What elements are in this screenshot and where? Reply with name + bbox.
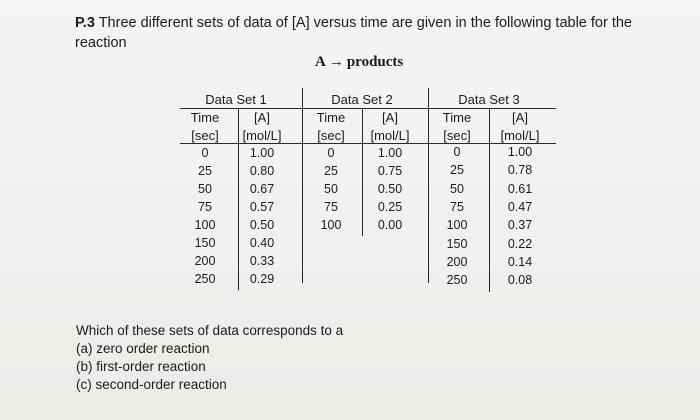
set-1-time-cell: 0 [201,146,209,160]
set-1-time-cell: 150 [194,236,216,250]
set-1-time-cell: 250 [194,272,216,286]
set-1-conc-unit: [mol/L] [242,128,282,143]
problem-text-line2: reaction [75,35,127,51]
set-2-conc-cell: 1.00 [377,146,403,160]
set-2-conc-cell: 0.75 [377,164,403,178]
set-3-time-cell: 25 [450,163,464,178]
set-3-time-header: Time [442,110,472,125]
set-2-header-rule [302,143,428,144]
set-3-time-cell: 250 [446,273,468,288]
set-1-header-rule [180,143,302,144]
set-2-title-rule [302,108,428,109]
set-2-time-cell: 100 [320,218,342,232]
set-2-conc-unit: [mol/L] [370,128,410,143]
set-3-conc-cell: 0.61 [507,181,533,196]
problem-number: P.3 [75,15,95,31]
set-3-conc-cell: 1.00 [507,145,533,159]
problem-statement [75,13,675,53]
set-1-title: Data Set 1 [205,92,267,107]
set-1-right-border [302,88,303,283]
set-3-time-cell: 75 [450,199,464,214]
reaction-arrow: → [328,54,344,70]
set-3-conc-header: [A] [512,110,528,125]
set-3-time-cell: 0 [453,145,461,159]
set-2-conc-cell: 0.00 [377,218,403,232]
set-3-column-divider [489,109,490,292]
set-1-time-cell: 25 [198,164,212,178]
set-2-time-header: Time [316,110,346,125]
set-3-conc-cell: 0.22 [507,236,533,251]
set-2-time-unit: [sec] [317,128,345,143]
product: products [346,54,404,70]
set-1-conc-cell: 0.40 [249,236,275,250]
set-2-time-cell: 50 [324,182,338,196]
set-3-conc-unit: [mol/L] [500,128,540,143]
set-3-conc-cell: 0.78 [507,163,533,178]
set-3-conc-cell: 0.47 [507,199,533,214]
reaction-equation [315,54,403,71]
set-3-time-cell: 200 [446,254,468,269]
set-3-time-cell: 100 [446,218,468,233]
set-1-time-cell: 50 [198,182,212,196]
set-3-conc-cell: 0.37 [507,218,533,233]
set-2-time-cell: 75 [324,200,338,214]
set-1-conc-header: [A] [254,110,270,125]
reactant: A [315,54,326,70]
set-1-title-rule [180,108,302,109]
set-3-conc-cell: 0.14 [507,254,533,269]
set-1-conc-cell: 0.67 [249,182,275,196]
set-2-time-cell: 0 [327,146,335,160]
set-1-conc-cell: 1.00 [249,146,275,160]
set-1-time-cell: 100 [194,218,216,232]
set-1-conc-cell: 0.33 [249,254,275,268]
set-2-title: Data Set 2 [331,92,393,107]
set-1-time-cell: 200 [194,254,216,268]
set-3-title-rule [428,108,556,109]
set-2-conc-header: [A] [382,110,398,125]
set-3-header-rule [428,143,556,144]
set-3-time-cell: 50 [450,181,464,196]
set-3-title: Data Set 3 [458,92,520,107]
set-3-time-unit: [sec] [443,128,471,143]
set-3-conc-cell: 0.08 [507,273,533,288]
set-1-conc-cell: 0.57 [249,200,275,214]
set-2-conc-cell: 0.25 [377,200,403,214]
set-1-time-unit: [sec] [191,128,219,143]
option-a: (a) zero order reaction [76,341,210,356]
question-block [76,322,343,394]
set-2-time-cell: 25 [324,164,338,178]
set-2-right-border [428,88,429,283]
set-1-time-header: Time [190,110,220,125]
set-2-column-divider [362,109,363,236]
set-1-conc-cell: 0.50 [249,218,275,232]
question-prompt: Which of these sets of data corresponds to a [76,323,344,338]
option-b: (b) first-order reaction [76,359,206,374]
set-1-time-cell: 75 [198,200,212,214]
set-3-time-cell: 150 [446,236,468,251]
set-1-conc-cell: 0.29 [249,272,275,286]
set-2-conc-cell: 0.50 [377,182,403,196]
set-1-conc-cell: 0.80 [249,164,275,178]
option-c: (c) second-order reaction [76,377,227,392]
problem-text-line1: Three different sets of data of [A] versus time are given in the following table for the [98,15,632,31]
